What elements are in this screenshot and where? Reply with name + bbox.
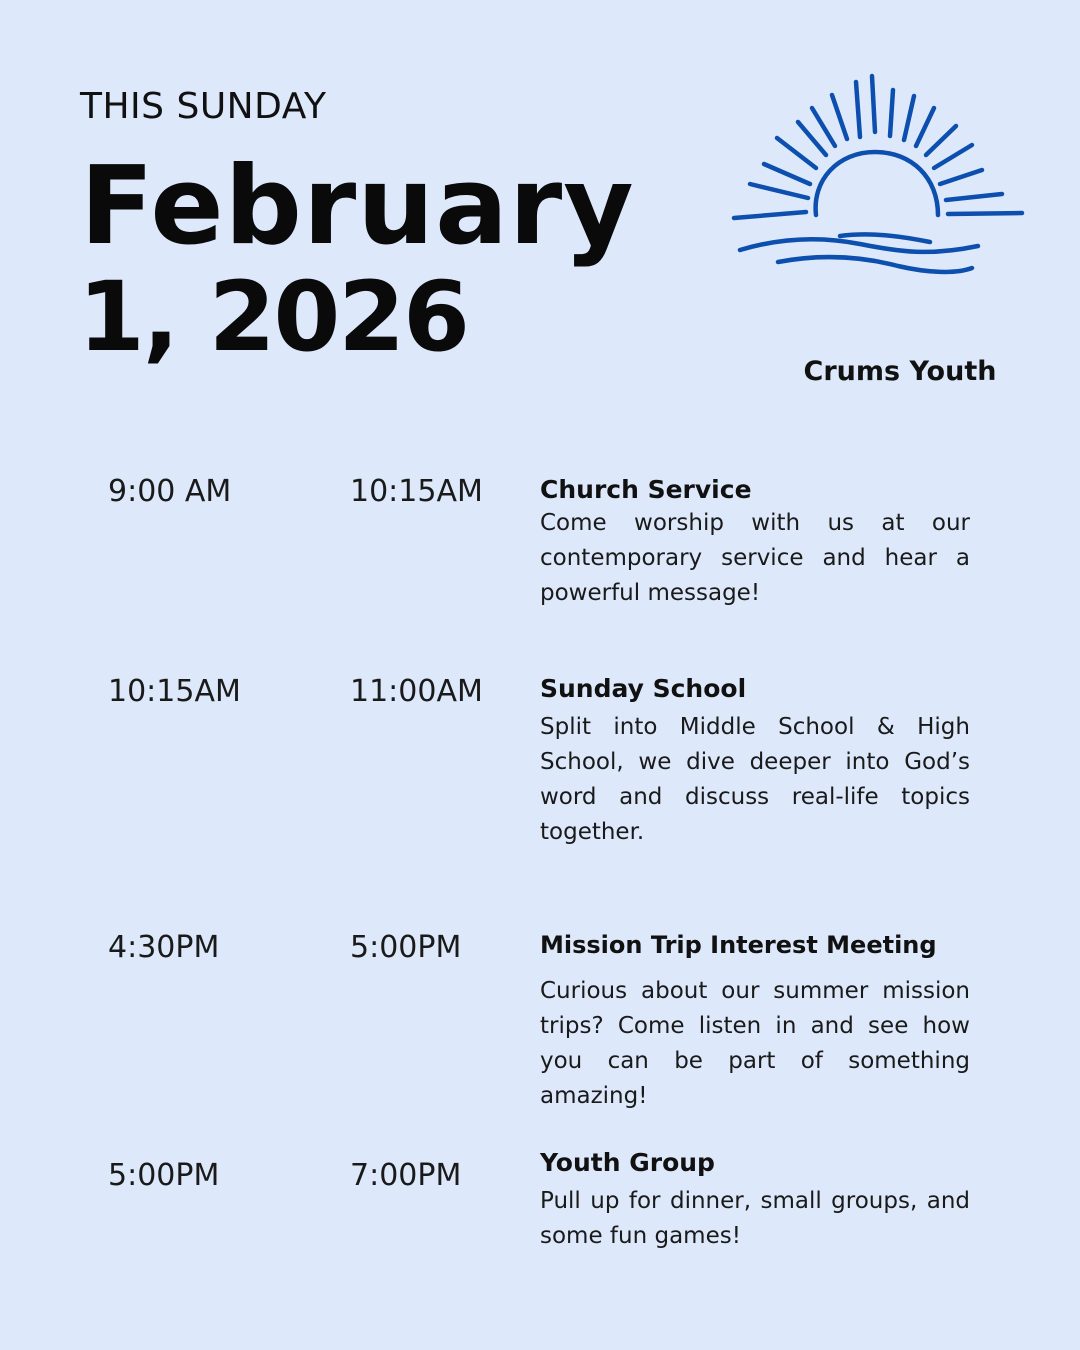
event-start-time: 9:00 AM xyxy=(108,474,232,509)
event-start-time: 5:00PM xyxy=(108,1158,220,1193)
event-start-time: 10:15AM xyxy=(108,674,241,709)
date-day-year: 1, 2026 xyxy=(78,261,468,373)
event-title: Mission Trip Interest Meeting xyxy=(540,931,937,959)
event-start-time: 4:30PM xyxy=(108,930,220,965)
eyebrow-label: THIS SUNDAY xyxy=(80,86,327,127)
event-description: Split into Middle School & High School, we dive deeper into God’s word and discuss real-life topics together. xyxy=(540,714,970,845)
event-end-time: 7:00PM xyxy=(350,1158,462,1193)
date-month: February xyxy=(80,144,635,269)
event-end-time: 11:00AM xyxy=(350,674,483,709)
event-description: Curious about our summer mission trips? Come listen in and see how you can be part of something amazing! xyxy=(540,978,970,1109)
event-description: Come worship with us at our contemporary service and hear a powerful message! xyxy=(540,510,970,606)
event-title: Youth Group xyxy=(540,1148,715,1177)
event-end-time: 5:00PM xyxy=(350,930,462,965)
event-description: Pull up for dinner, small groups, and some fun games! xyxy=(540,1188,970,1249)
sunrise-waves-icon xyxy=(720,60,1040,300)
event-title: Sunday School xyxy=(540,674,747,703)
organization-name: Crums Youth xyxy=(803,356,997,387)
event-end-time: 10:15AM xyxy=(350,474,483,509)
event-title: Church Service xyxy=(540,475,752,504)
